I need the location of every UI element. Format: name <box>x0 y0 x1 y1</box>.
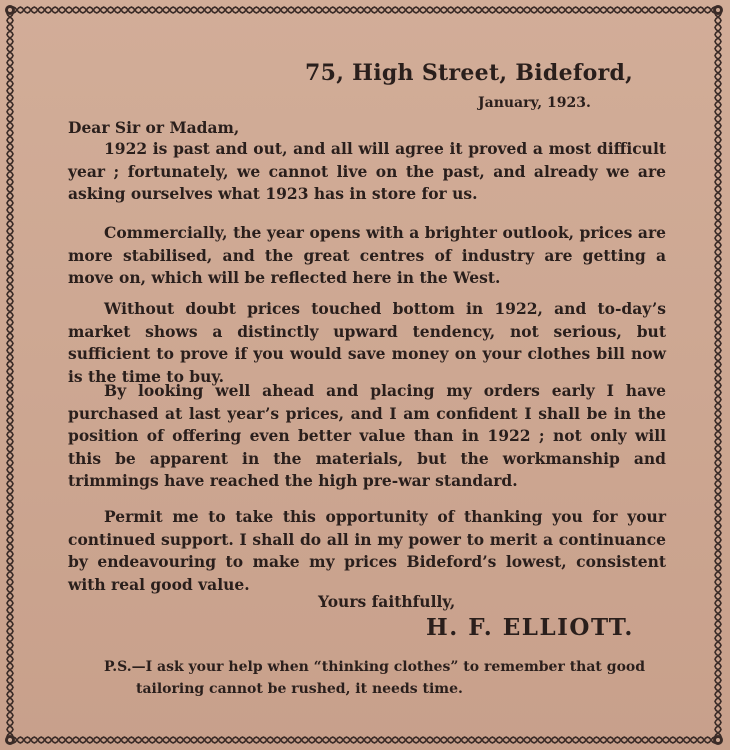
corner-ornament <box>5 5 15 15</box>
paragraph-5: Permit me to take this opportunity of thanking you for your continued support. I shall do all in my power to merit a continuance by endeavouring to make my prices Bideford’s lowest, consistent with real good value. <box>68 507 666 594</box>
letter-salutation: Dear Sir or Madam, <box>68 118 240 137</box>
paragraph-3: Without doubt prices touched bottom in 1922, and to-day’s market shows a distinctly upward tendency, not serious, but sufficient to prove if you would save money on your clothes bill now is the time to buy. <box>68 299 666 386</box>
corner-ornament <box>713 5 723 15</box>
paragraph-1: 1922 is past and out, and all will agree it proved a most difficult year ; fortunately, we cannot live on the past, and already we are asking ourselves what 1923 has in store for us. <box>68 139 666 203</box>
corner-ornament <box>713 735 723 745</box>
letter-date: January, 1923. <box>478 95 591 111</box>
letter-postscript: P.S.—I ask your help when “thinking clothes” to remember that good tailoring cannot be rushed, it needs time. <box>104 659 646 697</box>
letter-signature: H. F. ELLIOTT. <box>426 614 634 641</box>
letter-closing: Yours faithfully, <box>318 592 456 611</box>
letter-address: 75, High Street, Bideford, <box>305 60 634 86</box>
paragraph-2: Commercially, the year opens with a brighter outlook, prices are more stabilised, and the great centres of industry are getting a move on, which will be reflected here in the West. <box>68 223 666 287</box>
paragraph-4: By looking well ahead and placing my orders early I have purchased at last year’s prices, and I am confident I shall be in the position of offering even better value than in 1922 ; not only will this be apparent in the materials, but the workmanship and trimmings have reached the high pre-war standard. <box>68 381 666 490</box>
corner-ornament <box>5 735 15 745</box>
